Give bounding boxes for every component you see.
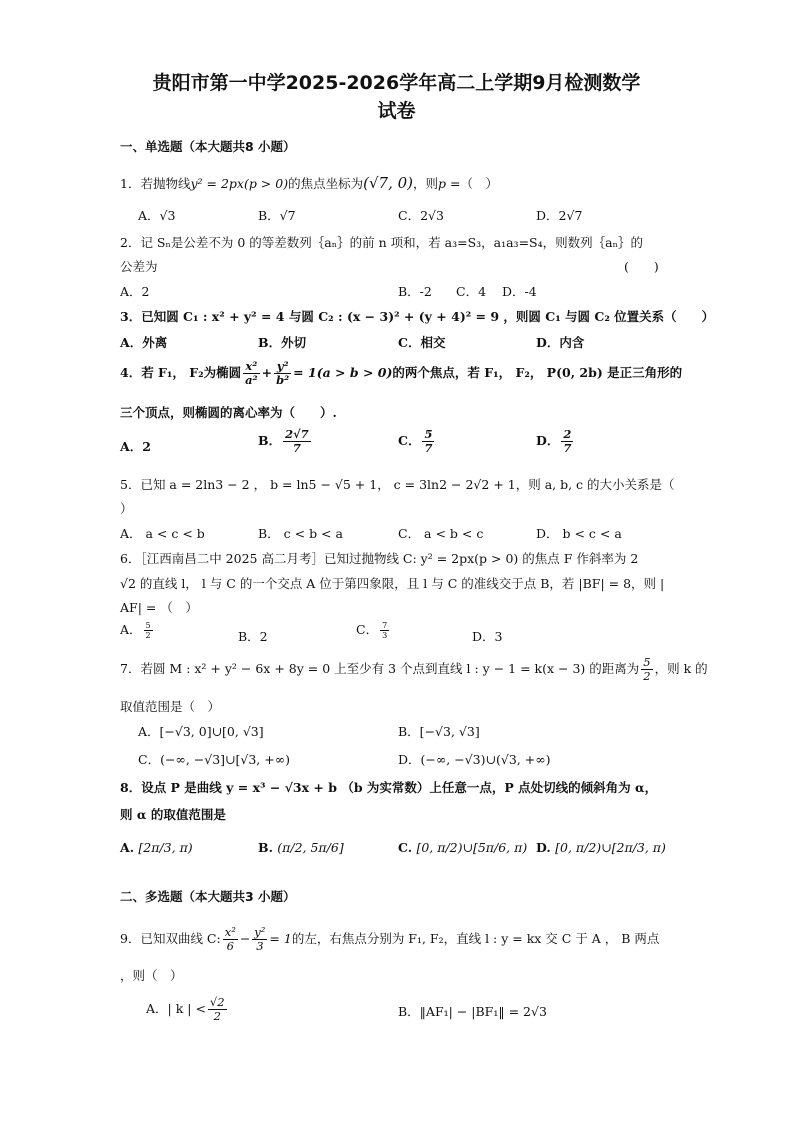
section-heading-multiple-choice: 二、多选题（本大题共3 小题） <box>120 889 296 904</box>
q4-frac-y: $\frac{\text{y²}}{\text{b²}}$ <box>276 359 290 387</box>
q3-option-d[interactable]: D．内含 <box>536 335 585 350</box>
question-9-stem-line2: ，则（ ） <box>120 968 183 983</box>
q7-option-a[interactable]: A．[−√3, 0]∪[0, √3] <box>138 724 264 739</box>
q7-frac: $\frac{5}{2}$ <box>643 655 651 683</box>
q8-option-a[interactable]: A. [2π/3, π) <box>120 840 193 855</box>
q7-text-a: 7．若圆 M : x² + y² − 6x + 8y = 0 上至少有 3 个点到直线 l : y − 1 = k(x − 3) 的距离为 <box>120 661 640 676</box>
q1-text-d: （ ） <box>460 176 498 191</box>
q7-option-d[interactable]: D．(−∞, −√3)∪(√3, +∞) <box>398 752 551 767</box>
q6-a-frac: $\frac{5}{2}$ <box>145 621 151 640</box>
q1-text-a: 1．若抛物线 <box>120 176 191 191</box>
page-title: 贵阳市第一中学2025-2026学年高二上学期9月检测数学 <box>152 72 641 94</box>
question-7-stem-line2: 取值范围是（ ） <box>120 699 221 714</box>
q8-c-math: [0, π/2)∪[5π/6, π) <box>416 840 528 855</box>
q8-d-math: [0, π/2)∪[2π/3, π) <box>555 840 666 855</box>
q4-text-b: 的两个焦点，若 F₁， F₂， P(0, 2b) 是正三角形的 <box>392 365 683 380</box>
section-heading-single-choice: 一、单选题（本大题共8 小题） <box>120 139 296 154</box>
q1-option-c[interactable]: C．2√3 <box>398 208 444 223</box>
q5-option-a[interactable]: A． a < c < b <box>120 526 205 541</box>
q7-text-b: ，则 k 的 <box>654 661 708 676</box>
q4-option-b[interactable]: B． $\frac{2√7}{7}$ <box>258 427 309 455</box>
q4-ellipse-rest: = 1(a > b > 0) <box>293 365 393 380</box>
q8-option-d[interactable]: D. [0, π/2)∪[2π/3, π) <box>536 840 666 855</box>
question-2-stem: 2．记 Sₙ是公差不为 0 的等差数列｛aₙ｝的前 n 项和，若 a₃=S₃，a₁a₃=S₄，则数列｛aₙ｝的 <box>120 235 643 250</box>
q1-p: p = <box>438 176 461 191</box>
q4-option-d[interactable]: D． $\frac{2}{7}$ <box>536 427 572 455</box>
q3-option-c[interactable]: C．相交 <box>398 335 446 350</box>
q5-option-d[interactable]: D． b < c < a <box>536 526 622 541</box>
question-6-stem: 6．［江西南昌二中 2025 高二月考］已知过抛物线 C: y² = 2px(p > 0) 的焦点 F 作斜率为 2 <box>120 551 639 566</box>
q1-text-b: 的焦点坐标为 <box>288 176 364 191</box>
q1-focus: (√7, 0) <box>363 174 413 192</box>
question-5-stem-line2: ） <box>120 501 133 516</box>
q2-option-d[interactable]: D．-4 <box>502 284 537 299</box>
q4-frac-x: $\frac{\text{x²}}{\text{a²}}$ <box>245 359 258 387</box>
q7-option-b[interactable]: B．[−√3, √3] <box>398 724 480 739</box>
question-1-stem <box>120 174 498 192</box>
q3-option-a[interactable]: A．外离 <box>120 335 168 350</box>
q2-option-c[interactable]: C．4 <box>456 284 487 299</box>
page-title-line2: 试卷 <box>377 100 416 122</box>
q9-option-a[interactable]: A．| k | < $\frac{√2}{2}$ <box>146 995 225 1023</box>
q6-option-d[interactable]: D．3 <box>472 629 503 644</box>
q7-option-c[interactable]: C．(−∞, −√3]∪[√3, +∞) <box>138 752 291 767</box>
q6-option-b[interactable]: B．2 <box>238 629 268 644</box>
q9-rest: = 1 <box>269 931 292 946</box>
q5-option-c[interactable]: C． a < b < c <box>398 526 484 541</box>
q4-c-frac: $\frac{5}{7}$ <box>424 427 433 455</box>
q4-d-frac: $\frac{2}{7}$ <box>563 427 572 455</box>
question-8-stem-line2: 则 α 的取值范围是 <box>120 807 226 822</box>
q1-parabola: y² = 2px(p > 0) <box>190 176 289 191</box>
q9-a-frac: $\frac{√2}{2}$ <box>209 995 225 1023</box>
q8-b-math: (π/2, 5π/6] <box>277 840 344 855</box>
q1-option-a[interactable]: A．√3 <box>138 208 176 223</box>
q4-option-a[interactable]: A．2 <box>120 439 151 454</box>
q2-option-b[interactable]: B．-2 <box>398 284 432 299</box>
q5-option-b[interactable]: B． c < b < a <box>258 526 343 541</box>
question-5-stem: 5．已知 a = 2ln3 − 2 ， b = ln5 − √5 + 1， c = 3ln2 − 2√2 + 1，则 a, b, c 的大小关系是（ <box>120 477 675 492</box>
q1-text-c: ，则 <box>413 176 439 191</box>
question-9-stem: 9．已知双曲线 C: $\frac{\text{x²}}{6}$ − $\frac{\text{y²}}{3}$ = 1的左，右焦点分别为 F₁, F₂，直线 l : y = kx 交 C 于 A ， B 两点 <box>120 925 660 953</box>
q2-option-a[interactable]: A．2 <box>120 284 150 299</box>
q6-option-c[interactable]: C． $\frac{7}{3}$ <box>356 621 388 640</box>
q4-b-frac: $\frac{2√7}{7}$ <box>285 427 309 455</box>
question-2-bracket: ( ) <box>624 259 659 274</box>
question-4-stem: 4．若 F₁， F₂为椭圆 $\frac{\text{x²}}{\text{a²}}$ + $\frac{\text{y²}}{\text{b²}}$ = 1(a > b > 0)的两个焦点，若 F₁， F₂， P(0, 2b) 是正三角形的 <box>120 359 683 387</box>
q3-option-b[interactable]: B．外切 <box>258 335 307 350</box>
q8-a-math: [2π/3, π) <box>138 840 193 855</box>
q8-option-c[interactable]: C. [0, π/2)∪[5π/6, π) <box>398 840 528 855</box>
question-6-stem-line3: AF| = （ ） <box>120 600 198 615</box>
q4-option-c[interactable]: C． $\frac{5}{7}$ <box>398 427 433 455</box>
q6-c-frac: $\frac{7}{3}$ <box>382 621 388 640</box>
q9-text-b: 的左，右焦点分别为 F₁, F₂，直线 l : y = kx 交 C 于 A ， B 两点 <box>291 931 660 946</box>
q9-frac-x: $\frac{\text{x²}}{6}$ <box>224 925 236 953</box>
q9-frac-y: $\frac{\text{y²}}{3}$ <box>254 925 266 953</box>
question-4-stem-line2: 三个顶点，则椭圆的离心率为（ ）. <box>120 405 337 420</box>
q8-option-b[interactable]: B. (π/2, 5π/6] <box>258 840 344 855</box>
q1-option-b[interactable]: B．√7 <box>258 208 296 223</box>
q1-option-d[interactable]: D．2√7 <box>536 208 583 223</box>
question-2-stem-line2: 公差为 <box>120 259 158 274</box>
question-3-stem: 3．已知圆 C₁ : x² + y² = 4 与圆 C₂ : (x − 3)² + (y + 4)² = 9 ，则圆 C₁ 与圆 C₂ 位置关系（ ） <box>120 309 715 324</box>
q9-option-b[interactable]: B．‖AF₁| − |BF₁‖ = 2√3 <box>398 1004 547 1019</box>
question-7-stem <box>120 656 708 683</box>
q6-option-a[interactable]: A． $\frac{5}{2}$ <box>120 621 151 640</box>
question-8-stem: 8．设点 P 是曲线 y = x³ − √3x + b （b 为实常数）上任意一点，P 点处切线的倾斜角为 α， <box>120 780 658 795</box>
q4-text-a: 4．若 F₁， F₂为椭圆 <box>120 365 242 380</box>
question-6-stem-line2: √2 的直线 l， l 与 C 的一个交点 A 位于第四象限，且 l 与 C 的准线交于点 B，若 |BF| = 8，则 | <box>120 576 665 591</box>
q9-text-a: 9．已知双曲线 C: <box>120 931 221 946</box>
